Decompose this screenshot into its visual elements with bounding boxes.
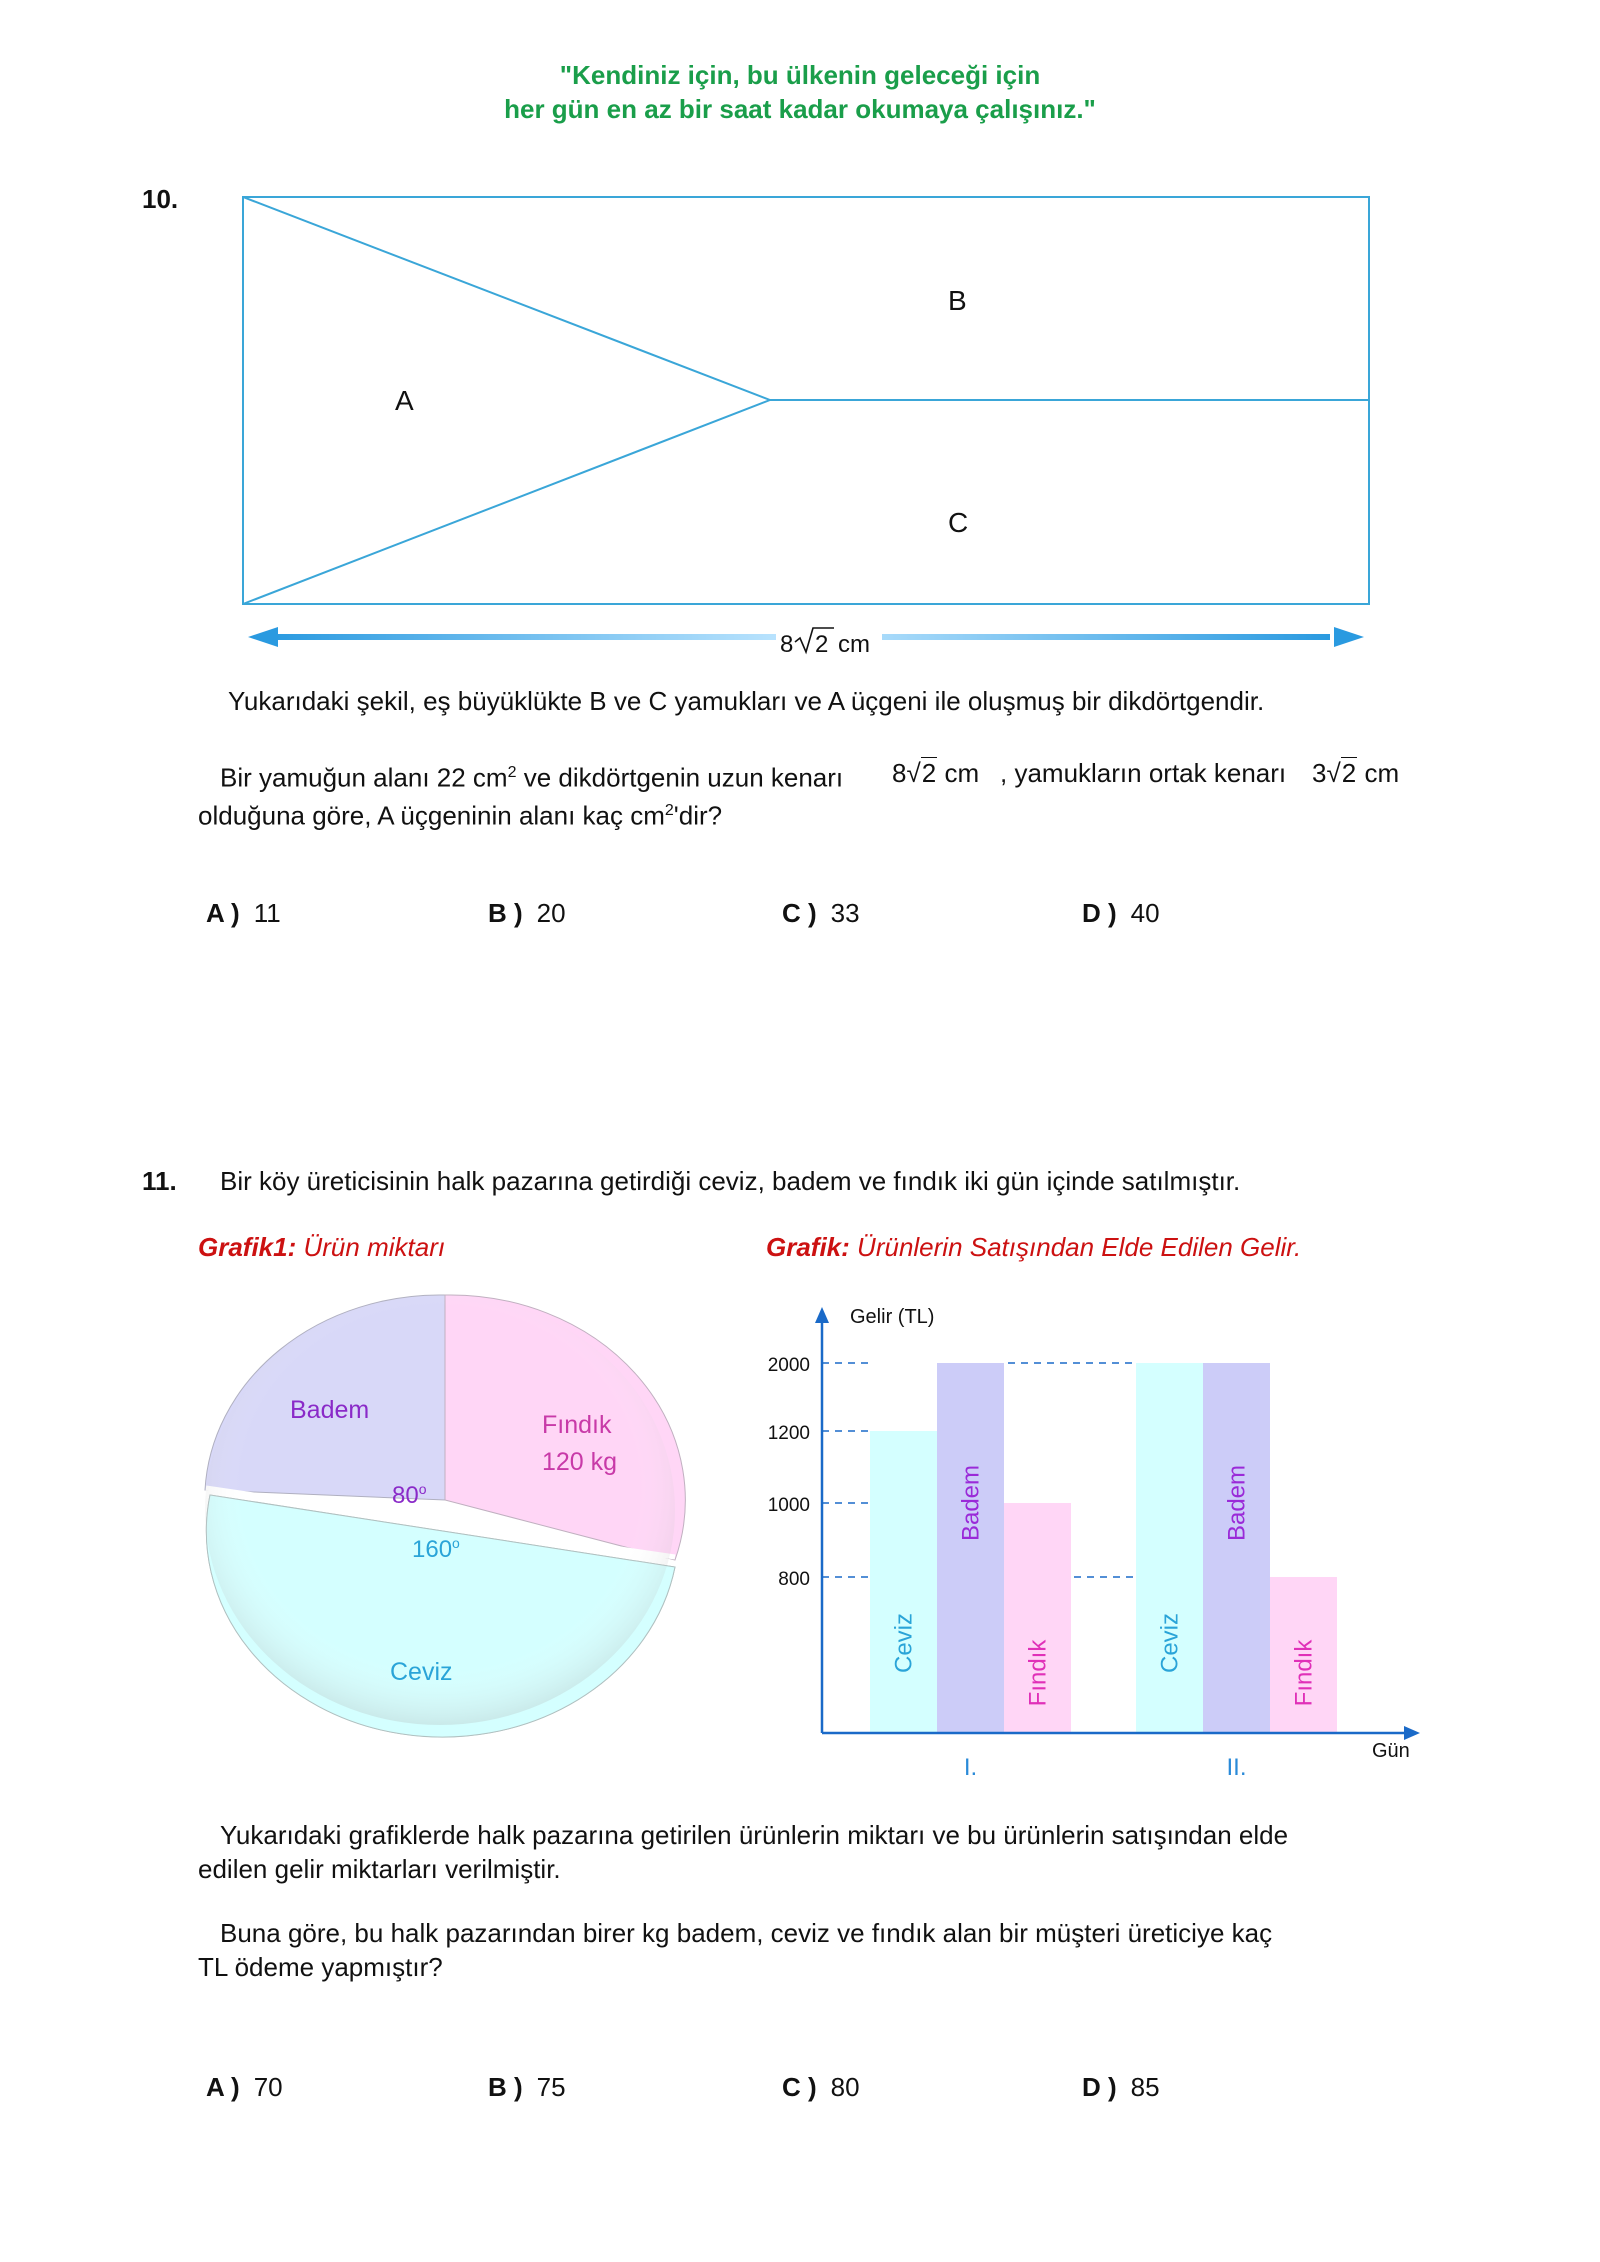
- bar-label-ceviz-day-2: Ceviz: [1156, 1612, 1184, 1674]
- pie-angle-160: 160$^o$: [412, 1535, 460, 1563]
- y-tick-800: 800: [778, 1569, 810, 1590]
- y-axis-label: Gelir (TL): [850, 1306, 935, 1328]
- length-unit: cm: [838, 631, 870, 658]
- pie-label-ceviz: Ceviz: [390, 1658, 453, 1686]
- label-c: C: [948, 507, 969, 538]
- q11-option-d[interactable]: D ) 85: [1082, 2072, 1160, 2102]
- label-b: B: [948, 285, 967, 316]
- length-arrow-left-head: [248, 627, 278, 647]
- pie-label-findik: Fındık: [542, 1411, 612, 1439]
- q10-statement: Yukarıdaki şekil, eş büyüklükte B ve C yamukları ve A üçgeni ile oluşmuş bir dikdörtgendir.: [228, 686, 1265, 716]
- q10-condition-line-1: Bir yamuğun alanı 22 $cm^2$ ve dikdörtgenin uzun kenarı: [220, 762, 844, 793]
- bar-label-badem-day-1: Badem: [957, 1464, 985, 1542]
- q10-condition-line-2: olduğuna göre, A üçgeninin alanı kaç $cm^2'dir$?: [198, 800, 723, 831]
- q10-option-d[interactable]: D ) 40: [1082, 898, 1160, 928]
- pie-label-badem: Badem: [290, 1396, 370, 1424]
- q10-option-a[interactable]: A ) 11: [206, 898, 281, 928]
- q10-option-b[interactable]: B ) 20: [488, 898, 566, 928]
- common-side-value: 3√2 cm: [1312, 758, 1400, 788]
- label-a: A: [395, 385, 414, 416]
- triangle-top-edge: [243, 197, 770, 400]
- x-axis-label: Gün: [1372, 1740, 1410, 1762]
- x-axis-arrow: [1404, 1726, 1420, 1740]
- q11-option-c[interactable]: C ) 80: [782, 2072, 860, 2102]
- bar-label-ceviz-day-1: Ceviz: [890, 1612, 918, 1674]
- graph1-caption: Grafik1: Ürün miktarı: [198, 1232, 446, 1262]
- length-rad: 2: [815, 631, 829, 658]
- graph2-caption: Grafik: Ürünlerin Satışından Elde Edilen Gelir.: [766, 1232, 1302, 1262]
- bar-label-badem-day-2: Badem: [1223, 1464, 1251, 1542]
- motto-line-1: "Kendiniz için, bu ülkenin geleceği için: [559, 60, 1041, 90]
- y-tick-2000: 2000: [767, 1355, 810, 1376]
- motto-line-2: her gün en az bir saat kadar okumaya çalışınız.": [504, 94, 1096, 124]
- pie-label-findik-kg: 120 kg: [542, 1448, 618, 1476]
- long-side-value: 8√2 cm: [892, 758, 980, 788]
- q11-paragraph-2-line-2: TL ödeme yapmıştır?: [198, 1952, 443, 1982]
- bar-ceviz-day-2: [1136, 1363, 1203, 1733]
- rectangle-figure: [0, 0, 1600, 680]
- bar-chart: [740, 1285, 1440, 1805]
- question-10-number: 10.: [142, 184, 179, 214]
- length-arrow-right-head: [1334, 627, 1364, 647]
- q11-option-a[interactable]: A ) 70: [206, 2072, 283, 2102]
- question-11-number: 11.: [142, 1166, 177, 1196]
- q11-paragraph-1-line-2: edilen gelir miktarları verilmiştir.: [198, 1854, 561, 1884]
- q11-paragraph-2-line-1: Buna göre, bu halk pazarından birer kg badem, ceviz ve fındık alan bir müşteri üreticiye kaç: [220, 1918, 1273, 1948]
- q10-option-c[interactable]: C ) 33: [782, 898, 860, 928]
- bar-badem-day-2: [1203, 1363, 1270, 1733]
- bar-label-fındık-day-2: Fındık: [1290, 1639, 1318, 1707]
- pie-angle-80: 80$^o$: [392, 1481, 427, 1509]
- y-tick-1200: 1200: [767, 1423, 810, 1444]
- y-axis-arrow: [815, 1307, 829, 1323]
- x-category-1: I.: [963, 1754, 978, 1781]
- triangle-bottom-edge: [243, 400, 770, 604]
- q11-option-b[interactable]: B ) 75: [488, 2072, 566, 2102]
- y-tick-1000: 1000: [767, 1495, 810, 1516]
- pie-chart: [190, 1285, 710, 1745]
- length-coef: 8: [780, 631, 794, 658]
- bar-ceviz-day-1: [870, 1431, 937, 1733]
- bar-label-fındık-day-1: Fındık: [1024, 1639, 1052, 1707]
- bar-badem-day-1: [937, 1363, 1004, 1733]
- q11-intro: Bir köy üreticisinin halk pazarına getirdiği ceviz, badem ve fındık iki gün içinde satılmıştır.: [220, 1166, 1241, 1196]
- q10-condition-line-1-cont: , yamukların ortak kenarı: [1000, 758, 1287, 788]
- x-category-2: II.: [1226, 1754, 1247, 1781]
- q11-paragraph-1-line-1: Yukarıdaki grafiklerde halk pazarına getirilen ürünlerin miktarı ve bu ürünlerin satışından elde: [220, 1820, 1289, 1850]
